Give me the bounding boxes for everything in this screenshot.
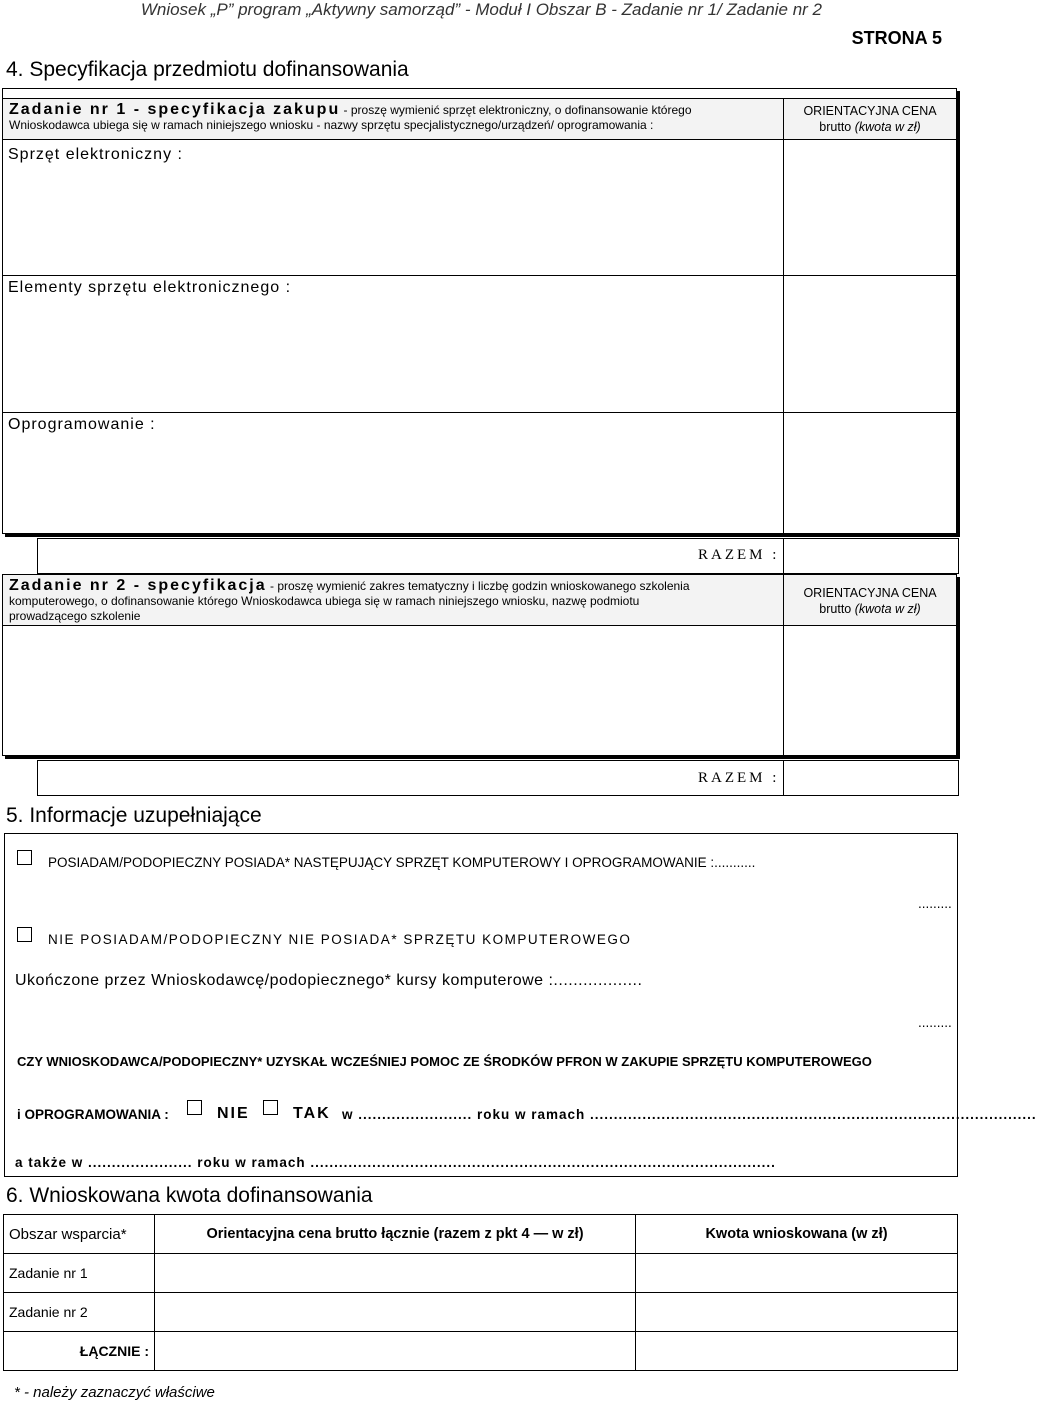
label-software: Oprogramowanie : xyxy=(8,416,156,433)
task1-price-line2a: brutto xyxy=(819,120,855,134)
row-task2-label: Zadanie nr 2 xyxy=(4,1293,155,1332)
task1-col-divider xyxy=(783,140,784,534)
task2-price-line2b: (kwota w zł) xyxy=(854,602,921,616)
section4-title: 4. Specyfikacja przedmiotu dofinansowania xyxy=(6,58,409,81)
col-area-header: Obszar wsparcia* xyxy=(4,1215,155,1254)
task1-total-row xyxy=(37,538,959,574)
task1-title-bold: Zadanie nr 1 - specyfikacja zakupu xyxy=(9,101,341,118)
task1-total-divider xyxy=(783,538,784,574)
row-task1-label: Zadanie nr 1 xyxy=(4,1254,155,1293)
row-total-price[interactable] xyxy=(155,1332,636,1371)
table-row xyxy=(4,1254,958,1293)
task1-divider-1 xyxy=(2,275,957,276)
task2-title-rest-1: - proszę wymienić zakres tematyczny i liczbę godzin wnioskowanego szkolenia xyxy=(266,579,690,593)
task1-price-line1: ORIENTACYJNA CENA xyxy=(803,104,937,118)
row-task2-amount[interactable] xyxy=(636,1293,958,1332)
table-row xyxy=(4,1293,958,1332)
task2-price-line1: ORIENTACYJNA CENA xyxy=(803,586,937,600)
answer-yes-checkbox[interactable] xyxy=(263,1100,278,1115)
answer-no-label: NIE xyxy=(217,1105,250,1122)
pfron-question: CZY WNIOSKODAWCA/PODOPIECZNY* UZYSKAŁ WCZEŚNIEJ POMOC ZE ŚRODKÓW PFRON W ZAKUPIE SPRZĘTU KOMPUTEROWEGO xyxy=(17,1054,872,1069)
task1-title-rest-1: - proszę wymienić sprzęt elektroniczny, o dofinansowanie którego xyxy=(340,103,692,117)
task2-title-bold: Zadanie nr 2 - specyfikacja xyxy=(9,577,267,594)
task1-divider-2 xyxy=(2,412,957,413)
task2-price-line2a: brutto xyxy=(819,602,855,616)
section5-title: 5. Informacje uzupełniające xyxy=(6,804,262,827)
section5-frame xyxy=(4,833,1037,1177)
task2-title xyxy=(2,574,784,626)
pfron-also-line: a także w ...................... roku w ramach .................................................................................................. xyxy=(15,1155,776,1170)
no-equipment-label: NIE POSIADAM/PODOPIECZNY NIE POSIADA* SPRZĘTU KOMPUTEROWEGO xyxy=(48,932,632,947)
col-price-header: Orientacyjna cena brutto łącznie (razem z pkt 4 — w zł) xyxy=(155,1215,636,1254)
courses-dots: ......... xyxy=(918,1015,952,1030)
has-equipment-checkbox[interactable] xyxy=(17,850,32,865)
task1-title-rest-2: Wnioskodawca ubiega się w ramach niniejszego wniosku - nazwy sprzętu specjalistycznego/urządzeń/ oprogramowania : xyxy=(9,118,654,132)
answer-yes-label: TAK xyxy=(293,1105,331,1122)
task2-title-rest-2: komputerowego, o dofinansowanie którego Wnioskodawca ubiega się w ramach niniejszego wniosku, nazwę podmiotu xyxy=(9,594,640,608)
section6-title: 6. Wnioskowana kwota dofinansowania xyxy=(6,1184,373,1207)
task2-total-divider xyxy=(783,760,784,796)
row-task1-price[interactable] xyxy=(155,1254,636,1293)
footnote: * - należy zaznaczyć właściwe xyxy=(14,1384,215,1401)
task1-total-label: RAZEM : xyxy=(698,547,780,563)
task1-price-line2b: (kwota w zł) xyxy=(854,120,921,134)
task2-title-rest-3: prowadzącego szkolenie xyxy=(9,609,141,623)
task2-col-divider xyxy=(783,626,784,756)
page-number: STRONA 5 xyxy=(851,28,942,48)
row-task1-amount[interactable] xyxy=(636,1254,958,1293)
pfron-question-2: i OPROGRAMOWANIA : xyxy=(17,1107,169,1122)
row-total-amount[interactable] xyxy=(636,1332,958,1371)
courses-line: Ukończone przez Wnioskodawcę/podopiecznego* kursy komputerowe :.................. xyxy=(15,972,643,989)
table-header-row xyxy=(4,1215,958,1254)
has-equipment-label: POSIADAM/PODOPIECZNY POSIADA* NASTĘPUJĄCY SPRZĘT KOMPUTEROWY I OPROGRAMOWANIE :........... xyxy=(48,855,756,870)
task2-total-label: RAZEM : xyxy=(698,770,780,786)
no-equipment-checkbox[interactable] xyxy=(17,927,32,942)
col-amount-header: Kwota wnioskowana (w zł) xyxy=(636,1215,958,1254)
answer-no-checkbox[interactable] xyxy=(187,1100,202,1115)
funding-table xyxy=(3,1214,958,1371)
task1-price-header xyxy=(783,98,957,140)
task2-price-header xyxy=(783,574,957,626)
header-title: Wniosek „P” program „Aktywny samorząd” - Moduł I Obszar B - Zadanie nr 1/ Zadanie nr 2 xyxy=(140,0,822,19)
row-task2-price[interactable] xyxy=(155,1293,636,1332)
label-elements: Elementy sprzętu elektronicznego : xyxy=(8,279,292,296)
row-total-label: ŁĄCZNIE : xyxy=(4,1332,155,1371)
task1-title xyxy=(2,98,784,140)
table-row xyxy=(4,1332,958,1371)
label-hardware: Sprzęt elektroniczny : xyxy=(8,146,183,163)
has-equipment-dots: ......... xyxy=(918,896,952,911)
pfron-year-line: w ........................ roku w ramach .............................................................................................. xyxy=(342,1107,1037,1122)
task2-total-row xyxy=(37,760,959,796)
